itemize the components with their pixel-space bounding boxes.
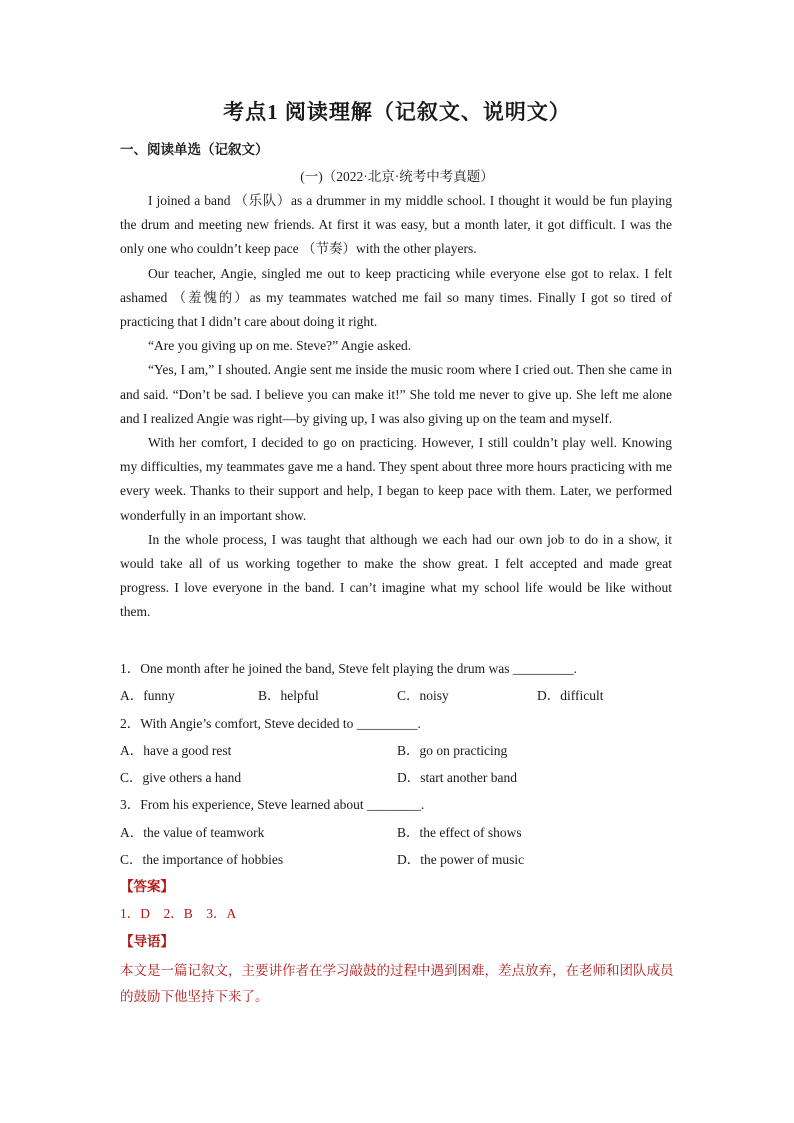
passage-paragraph: “Are you giving up on me. Steve?” Angie asked. <box>148 338 412 354</box>
section-heading: 一、阅读单选（记叙文） <box>120 142 269 157</box>
question-1-option-d: D．difficult <box>537 688 604 703</box>
passage-paragraph: I joined a band （乐队）as a drummer in my middle school. I thought it would be fun playing the drum and meeting new friends. At first it was easy, but a month later, it got difficult. I was the only one who couldn’t keep pace （节奏）with the other players. <box>120 193 672 257</box>
question-3-option-a: A．the value of teamwork <box>120 825 265 840</box>
question-1-stem: 1．One month after he joined the band, Steve felt playing the drum was _________. <box>120 661 578 676</box>
question-3-option-b: B．the effect of shows <box>397 825 522 840</box>
question-1-option-b: B．helpful <box>258 688 319 703</box>
passage-paragraph: “Yes, I am,” I shouted. Angie sent me inside the music room where I cried out. Then she came in and said. “Don’t be sad. I believe you can make it!” She told me never to give up. She left me alone and I realized Angie was right—by giving up, I was also giving up on the team and myself. <box>120 362 672 426</box>
passage-paragraph: With her comfort, I decided to go on practicing. However, I still couldn’t play well. Knowing my difficulties, my teammates gave me a hand. They spent about three more hours practicing with me every week. Thanks to their support and help, I began to keep pace with them. Later, we performed wonderfully in an important show. <box>120 435 672 523</box>
page-title: 考点1 阅读理解（记叙文、说明文） <box>223 100 571 124</box>
question-2-option-c: C．give others a hand <box>120 770 242 785</box>
answer-key: 1．D 2．B 3．A <box>120 906 237 921</box>
question-2-option-d: D．start another band <box>397 770 517 785</box>
question-1-option-c: C．noisy <box>397 688 449 703</box>
question-3-option-c: C．the importance of hobbies <box>120 852 284 867</box>
passage-source: (一)（2022·北京·统考中考真题） <box>300 169 494 184</box>
guide-label: 【导语】 <box>120 934 174 949</box>
passage-paragraph: Our teacher, Angie, singled me out to keep practicing while everyone else got to relax. I felt ashamed （羞愧的）as my teammates watched me fail so many times. Finally I got so tired of practicing that I didn’t care about doing it right. <box>120 265 672 330</box>
question-2-option-a: A．have a good rest <box>120 743 232 758</box>
answer-label: 【答案】 <box>120 879 174 894</box>
question-3-option-d: D．the power of music <box>397 852 525 867</box>
question-2-option-b: B．go on practicing <box>397 743 508 758</box>
passage-paragraph: In the whole process, I was taught that although we each had our own job to do in a show, it would take all of us working together to make the show great. I felt accepted and made great progress. I love everyone in the band. I can’t imagine what my school life would be like without them. <box>120 531 672 620</box>
question-1-option-a: A．funny <box>120 688 175 703</box>
question-3-stem: 3．From his experience, Steve learned about ________. <box>120 797 425 812</box>
question-2-stem: 2．With Angie’s comfort, Steve decided to _________. <box>120 716 421 731</box>
reading-passage <box>120 189 672 625</box>
guide-text: 本文是一篇记叙文，主要讲作者在学习敲鼓的过程中遇到困难，差点放弃，在老师和团队成员的鼓励下他坚持下来了。 <box>120 963 674 1005</box>
